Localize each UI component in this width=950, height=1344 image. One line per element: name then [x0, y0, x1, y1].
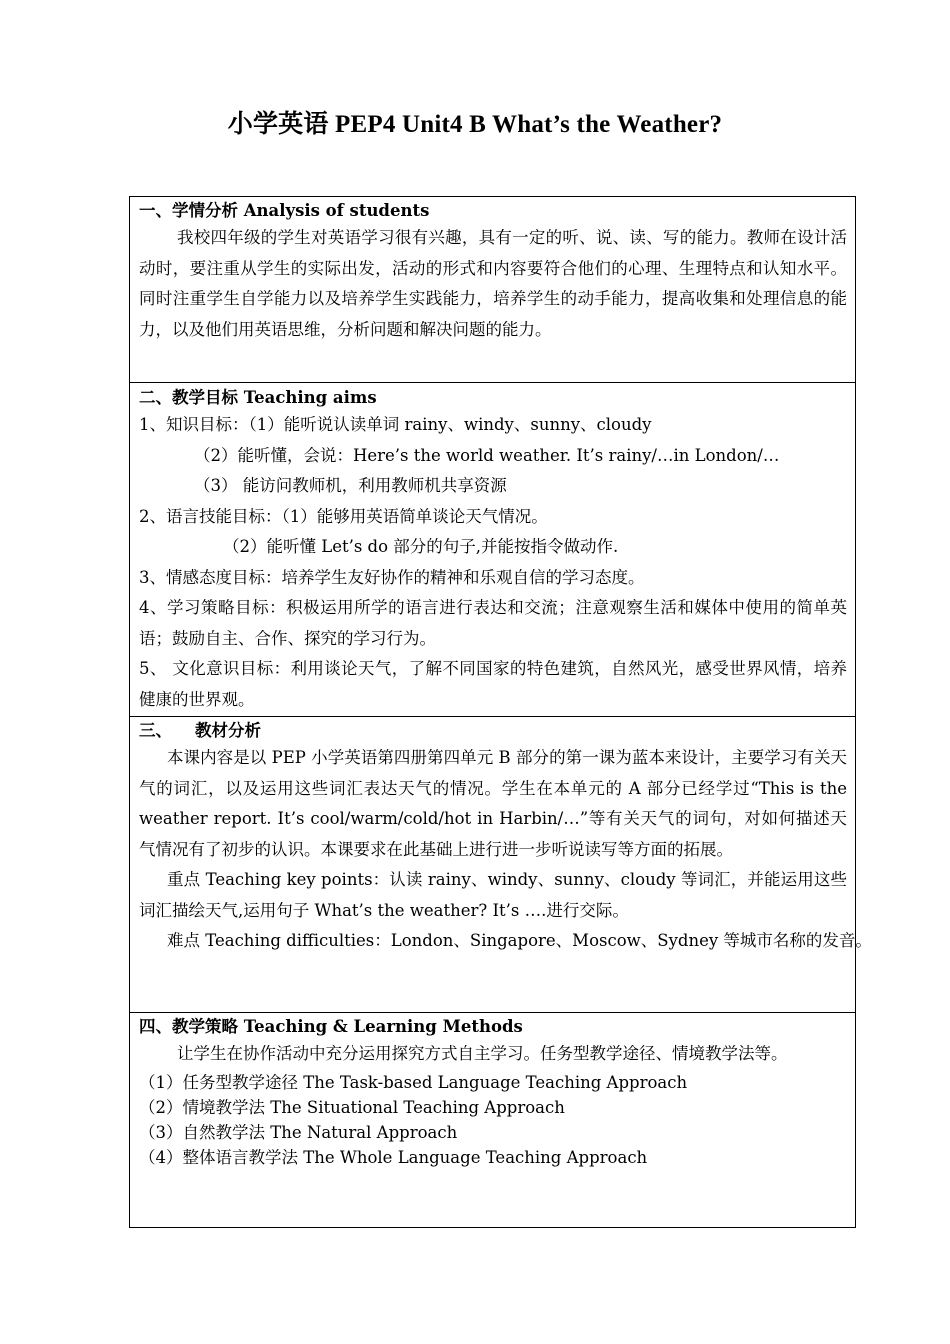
- method-item: （2）情境教学法 The Situational Teaching Approach: [139, 1097, 565, 1117]
- section-heading: 四、教学策略 Teaching & Learning Methods: [139, 1017, 523, 1036]
- section-aims: [130, 382, 855, 716]
- section-paragraph: 让学生在协作活动中充分运用探究方式自主学习。任务型教学途径、情境教学法等。: [177, 1044, 788, 1063]
- method-item: （1）任务型教学途径 The Task-based Language Teaching Approach: [139, 1072, 688, 1092]
- aim-line: 2、语言技能目标：（1）能够用英语简单谈论天气情况。: [139, 506, 548, 526]
- aim-line: 1、知识目标：（1）能听说认读单词 rainy、windy、sunny、cloudy: [139, 415, 652, 434]
- section-students: [130, 197, 855, 382]
- aim-line: （3） 能访问教师机，利用教师机共享资源: [194, 476, 507, 495]
- section-paragraph: 我校四年级的学生对英语学习很有兴趣，具有一定的听、说、读、写的能力。教师在设计活动时，要注重从学生的实际出发，活动的形式和内容要符合他们的心理、生理特点和认知水平。同时注重学生自学能力以及培养学生实践能力，培养学生的动手能力，提高收集和处理信息的能力，以及他们用英语思维，分析问题和解决问题的能力。: [139, 228, 847, 339]
- section-heading: 一、学情分析 Analysis of students: [139, 201, 430, 220]
- key-points: 重点 Teaching key points：认读 rainy、windy、sunny、cloudy 等词汇，并能运用这些词汇描绘天气,运用句子 What’s the weather? It’s ….进行交际。: [139, 870, 847, 920]
- section-methods: [130, 1012, 855, 1227]
- difficulties: 难点 Teaching difficulties：London、Singapore、Moscow、Sydney 等城市名称的发音。: [167, 931, 872, 950]
- document-title: 小学英语 PEP4 Unit4 B What’s the Weather?: [227, 111, 723, 138]
- method-item: （4）整体语言教学法 The Whole Language Teaching Approach: [139, 1147, 648, 1167]
- aim-line: 3、情感态度目标：培养学生友好协作的精神和乐观自信的学习态度。: [139, 567, 645, 587]
- aim-line: 5、 文化意识目标：利用谈论天气，了解不同国家的特色建筑，自然风光，感受世界风情，培养健康的世界观。: [139, 659, 847, 709]
- section-heading: 三、 教材分析: [139, 721, 261, 740]
- aim-line: （2）能听懂 Let’s do 部分的句子,并能按指令做动作.: [223, 537, 619, 556]
- aim-line: 4、学习策略目标：积极运用所学的语言进行表达和交流；注意观察生活和媒体中使用的简单英语；鼓励自主、合作、探究的学习行为。: [139, 598, 847, 648]
- lesson-plan-table: [129, 196, 872, 1228]
- section-heading: 二、教学目标 Teaching aims: [139, 388, 377, 407]
- method-item: （3）自然教学法 The Natural Approach: [139, 1122, 458, 1142]
- section-material: [130, 716, 872, 1012]
- aim-line: （2）能听懂，会说：Here’s the world weather. It’s rainy/…in London/…: [194, 445, 780, 465]
- section-paragraph: 本课内容是以 PEP 小学英语第四册第四单元 B 部分的第一课为蓝本来设计，主要学习有关天气的词汇，以及运用这些词汇表达天气的情况。学生在本单元的 A 部分已经学过“This is the weather report. It’s cool/warm/cold/hot in Harbin/…”等有关天气的词句，对如何描述天气情况有了初步的认识。本课要求在此基础上进行进一步听说读写等方面的拓展。: [139, 748, 847, 859]
